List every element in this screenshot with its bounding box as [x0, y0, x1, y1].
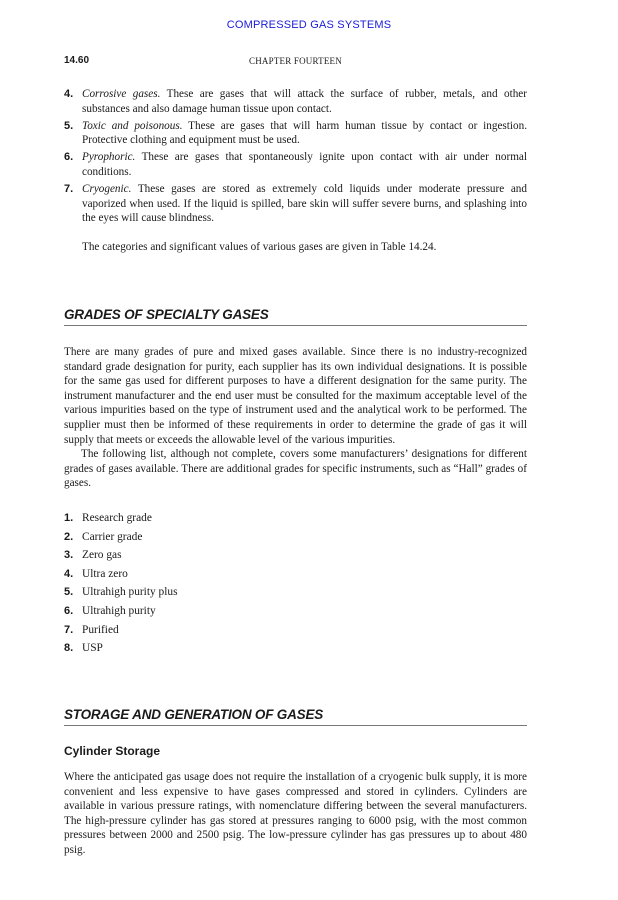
list-item-number: 5.: [64, 119, 74, 132]
list-item-label: Research grade: [82, 512, 152, 524]
list-item-number: 5.: [64, 586, 74, 599]
grades-body: [64, 345, 527, 491]
list-item: [64, 119, 527, 148]
list-item: [64, 604, 364, 623]
list-item-text: These gases are stored as extremely cold liquids under moderate pressure and vaporized when used. If the liquid is spilled, bare skin will suffer severe burns, and splashing into the eyes will cause blindness.: [82, 183, 527, 225]
list-item-number: 7.: [64, 623, 74, 636]
list-item-number: 1.: [64, 512, 74, 524]
list-item: [64, 623, 364, 642]
list-item: [64, 585, 364, 604]
list-item-text: These are gases that will harm human tissue by contact or ingestion. Protective clothing and equipment must be used.: [82, 119, 527, 147]
list-item-number: 4.: [64, 88, 74, 100]
page-number: 14.60: [64, 55, 90, 66]
list-item-term: Toxic and poisonous.: [82, 119, 183, 132]
section-heading-storage: STORAGE AND GENERATION OF GASES: [64, 707, 527, 726]
list-item-label: Ultrahigh purity plus: [82, 586, 178, 599]
list-item-term: Pyrophoric.: [82, 151, 136, 164]
list-item-term: Cryogenic.: [82, 183, 132, 196]
hazard-category-list: [64, 87, 527, 228]
list-item: [64, 567, 364, 586]
list-item-text: These are gases that will attack the surface of rubber, metals, and other substances and also damage human tissue upon contact.: [82, 88, 527, 115]
paragraph: The following list, although not complete, covers some manufacturers’ designations for different grades of gases available. There are additional grades for specific instruments, such as “Hall” grades of gases.: [64, 448, 527, 490]
list-item-number: 4.: [64, 567, 74, 580]
paragraph: There are many grades of pure and mixed gases available. Since there is no industry-recognized standard grade designation for purity, each supplier has its own individual designations. It is possible for the same gas used for different purposes to have a different designation for the same purity. The instrument manufacturer and the end user must be consulted for the maximum acceptable level of the various impurities based on the type of instrument used and the analytical work to be performed. The supplier must then be informed of these requirements in order to determine the grade of gas it will supply that meets or exceeds the allowable level of the various impurities.: [64, 346, 527, 446]
list-item-number: 7.: [64, 183, 74, 196]
categories-note: The categories and significant values of various gases are given in Table 14.24.: [82, 241, 437, 253]
page-header: [64, 55, 527, 69]
list-item-number: 6.: [64, 604, 74, 617]
chapter-label: CHAPTER FOURTEEN: [249, 56, 342, 66]
list-item-label: Ultra zero: [82, 567, 128, 580]
list-item-number: 6.: [64, 151, 74, 164]
section-heading-grades: GRADES OF SPECIALTY GASES: [64, 307, 527, 326]
list-item-text: These are gases that spontaneously ignite upon contact with air under normal conditions.: [82, 151, 527, 178]
list-item-label: Carrier grade: [82, 530, 143, 543]
list-item: [64, 182, 527, 226]
list-item: [64, 87, 527, 116]
list-item-number: 2.: [64, 530, 74, 543]
list-item: [64, 530, 364, 549]
list-item-number: 8.: [64, 642, 74, 655]
list-item: [64, 150, 527, 179]
grade-list: [64, 511, 364, 660]
list-item-number: 3.: [64, 549, 74, 562]
storage-paragraph: Where the anticipated gas usage does not require the installation of a cryogenic bulk supply, it is more convenient and less expensive to have gases compressed and stored in cylinders. Cylinders are available in various pressure ratings, with nomenclature differing between the several manufacturers. The high-pressure cylinder has gas stored at pressures ranging to 6000 psig, with the most common pressures between 2000 and 2500 psig. The low-pressure cylinder has gas pressures up to about 480 psig.: [64, 771, 527, 856]
list-item: [64, 548, 364, 567]
list-item-term: Corrosive gases.: [82, 88, 161, 100]
list-item-label: USP: [82, 642, 103, 655]
list-item: [64, 641, 364, 660]
subheading-cylinder-storage: Cylinder Storage: [64, 744, 161, 758]
list-item: [64, 511, 364, 530]
list-item-label: Purified: [82, 623, 119, 636]
list-item-label: Ultrahigh purity: [82, 604, 156, 617]
running-title: COMPRESSED GAS SYSTEMS: [226, 19, 392, 31]
list-item-label: Zero gas: [82, 549, 122, 562]
